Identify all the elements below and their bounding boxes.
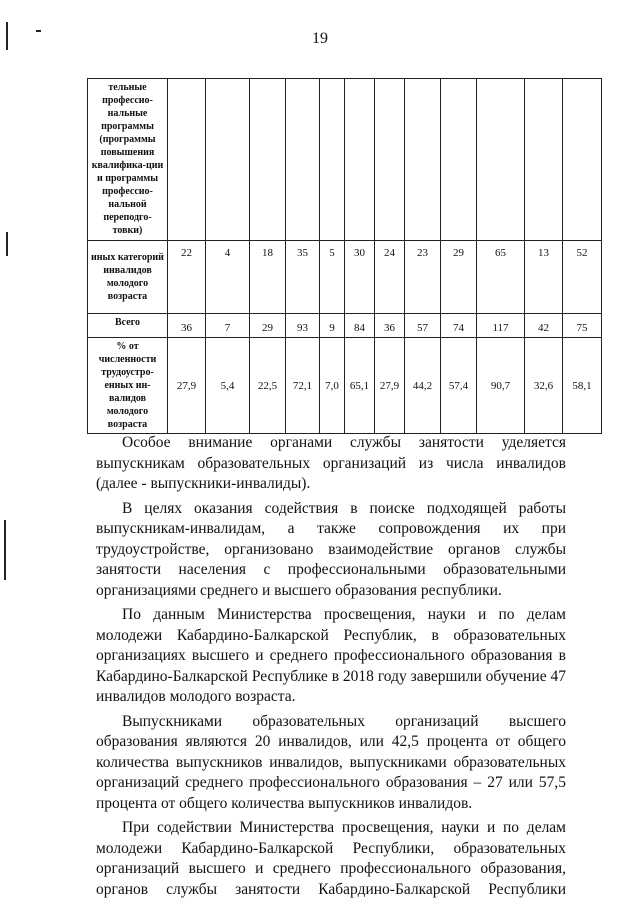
table-cell [375,79,405,241]
paragraph: В целях оказания содействия в поиске подходящей работы выпускникам-инвалидам, а также сопровождения их при трудоустройстве, организовано взаимодействие органов службы занятости населения с профессиональными образовательными организациями среднего и высшего образования республики. [96,499,566,599]
table-cell: 9 [320,314,345,338]
table-row [88,241,602,314]
table-cell: 24 [375,241,405,314]
body-text [96,433,566,904]
table-cell: 84 [345,314,375,338]
scan-mark [4,520,6,580]
table-cell: 35 [286,241,320,314]
table-cell: 22 [168,241,206,314]
paragraph: Выпускниками образовательных организаций высшего образования являются 20 инвалидов, или 42,5 процента от общего количества выпускников инвалидов, выпускниками образовательных организаций среднего профессионального образования – 27 или 57,5 процента от общего количества выпускников инвалидов. [96,712,566,812]
table-cell: 29 [250,314,286,338]
table-cell [441,79,477,241]
table-cell: 29 [441,241,477,314]
table-cell [320,79,345,241]
table-cell [563,79,602,241]
table-cell: 7 [206,314,250,338]
row-label: иных категорий инвалидов молодого возраста [88,241,168,314]
table-cell: 5 [320,241,345,314]
table-cell: 13 [525,241,563,314]
table-cell: 44,2 [405,338,441,434]
table-cell [345,79,375,241]
table-row [88,338,602,434]
table-cell: 52 [563,241,602,314]
table-cell: 36 [375,314,405,338]
table-row [88,314,602,338]
table-cell: 72,1 [286,338,320,434]
table-cell: 90,7 [477,338,525,434]
table-cell: 42 [525,314,563,338]
table-cell: 74 [441,314,477,338]
statistics-table [87,78,602,434]
table-cell [477,79,525,241]
table-cell [206,79,250,241]
scan-mark [6,232,8,256]
table-cell: 36 [168,314,206,338]
table-cell: 58,1 [563,338,602,434]
table-cell: 117 [477,314,525,338]
paragraph: Особое внимание органами службы занятости уделяется выпускникам образовательных организаций из числа инвалидов (далее - выпускники-инвалиды). [96,434,566,492]
table-cell: 27,9 [375,338,405,434]
table-cell [168,79,206,241]
paragraph: При содействии Министерства просвещения, науки и по делам молодежи Кабардино-Балкарской Республики, образовательных организаций высшего и среднего профессионального образования, органов службы занятости Кабардино-Балкарской Республики [96,819,566,898]
page-number: 19 [312,30,328,47]
table-cell: 30 [345,241,375,314]
table-cell: 18 [250,241,286,314]
table-cell: 75 [563,314,602,338]
table-cell: 23 [405,241,441,314]
table-cell [405,79,441,241]
row-label: Всего [88,314,168,338]
table-cell [286,79,320,241]
table-cell: 57,4 [441,338,477,434]
table-cell: 32,6 [525,338,563,434]
table-row [88,79,602,241]
table-cell: 65 [477,241,525,314]
table-cell: 22,5 [250,338,286,434]
table-cell: 7,0 [320,338,345,434]
table-cell: 57 [405,314,441,338]
table-cell: 5,4 [206,338,250,434]
row-label: % от численности трудоустро-енных ин-валидов молодого возраста [88,338,168,434]
table-cell: 27,9 [168,338,206,434]
table-cell [525,79,563,241]
table-cell: 4 [206,241,250,314]
paragraph: По данным Министерства просвещения, науки и по делам молодежи Кабардино-Балкарской Республик, в образовательных организациях высшего и среднего профессионального образования в Кабардино-Балкарской Республике в 2018 году завершили обучение 47 инвалидов молодого возраста. [96,606,566,705]
table-cell: 93 [286,314,320,338]
row-label: тельные профессио-нальные программы (программы повышения квалифика-ции и программы профессио-нальной переподго-товки) [88,79,168,241]
table-cell: 65,1 [345,338,375,434]
table-cell [250,79,286,241]
